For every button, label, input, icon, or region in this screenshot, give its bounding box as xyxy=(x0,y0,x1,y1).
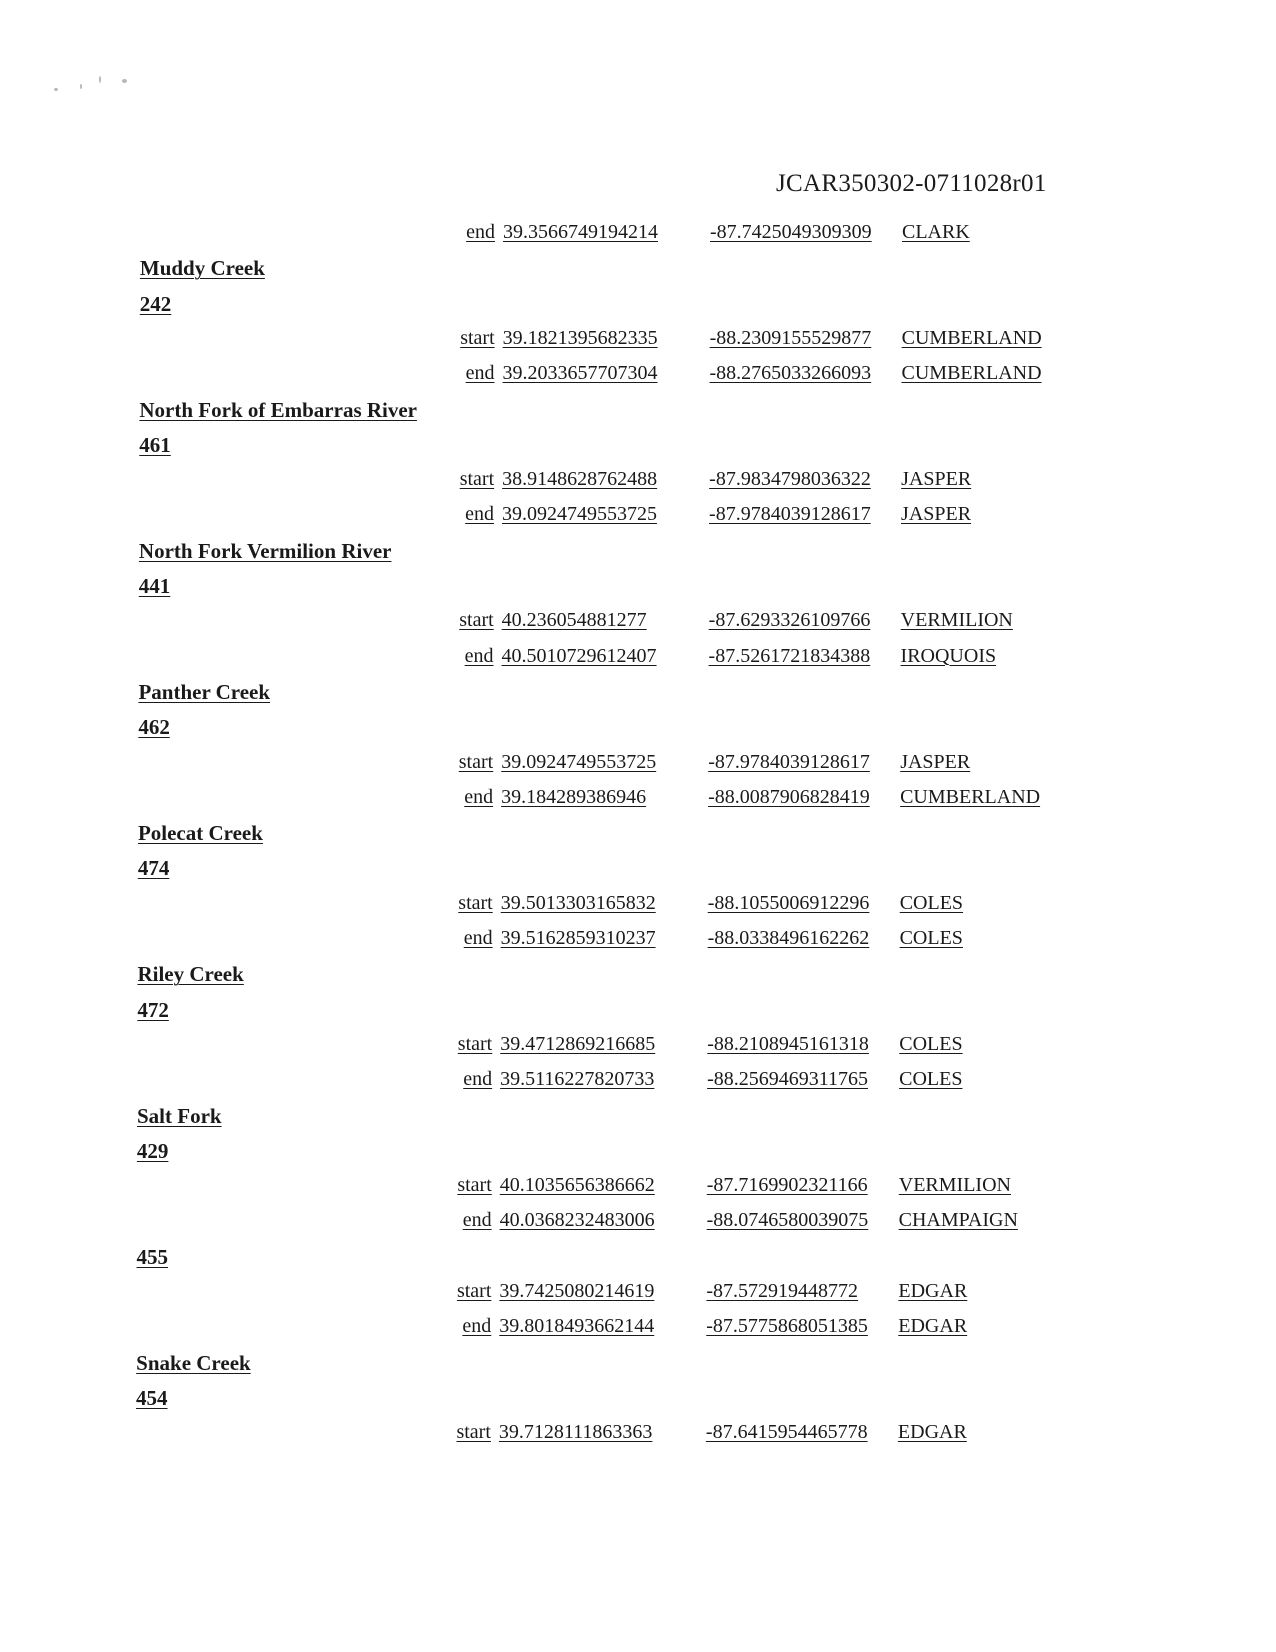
stream-name-row xyxy=(140,256,265,286)
longitude-value: -87.5775868051385 xyxy=(706,1315,868,1338)
latitude-value: 38.9148628762488 xyxy=(502,468,658,491)
segment-code: 242 xyxy=(139,291,172,316)
segment-code: 455 xyxy=(136,1244,169,1269)
segment-code-row xyxy=(137,1139,169,1169)
latitude-value: 40.1035656386662 xyxy=(499,1174,655,1197)
longitude-value: -87.7169902321166 xyxy=(706,1174,868,1197)
latitude-value: 39.8018493662144 xyxy=(499,1315,655,1338)
latitude-value: 39.4712869216685 xyxy=(500,1032,656,1055)
stream-name-row xyxy=(139,398,417,428)
latitude-value: 40.0368232483006 xyxy=(499,1209,655,1232)
point-label: end xyxy=(462,1315,492,1338)
segment-code: 454 xyxy=(136,1385,168,1410)
point-label: start xyxy=(457,1032,493,1055)
county-name: CUMBERLAND xyxy=(900,785,1041,808)
segment-code-row xyxy=(138,715,170,745)
longitude-value: -87.9834798036322 xyxy=(709,468,871,491)
stream-name: North Fork of Embarras River xyxy=(139,397,418,422)
point-label: start xyxy=(458,891,493,914)
stream-name: Snake Creek xyxy=(136,1350,251,1375)
longitude-value: -88.2309155529877 xyxy=(709,326,872,349)
latitude-value: 39.7425080214619 xyxy=(499,1280,655,1302)
latitude-value: 39.0924749553725 xyxy=(502,503,658,526)
latitude-value: 39.1821395682335 xyxy=(502,326,658,349)
scan-speck xyxy=(54,88,58,91)
stream-name-row xyxy=(138,821,263,851)
segment-code: 429 xyxy=(136,1138,169,1163)
stream-name: Polecat Creek xyxy=(137,821,263,846)
longitude-value: -88.0087906828419 xyxy=(708,785,870,808)
latitude-value: 39.5162859310237 xyxy=(500,927,656,949)
county-name: CUMBERLAND xyxy=(901,362,1042,385)
scan-speck xyxy=(122,79,127,83)
county-name: EDGAR xyxy=(898,1280,968,1302)
county-name: VERMILION xyxy=(900,609,1013,632)
latitude-value: 39.7128111863363 xyxy=(498,1421,653,1444)
segment-code-row xyxy=(137,998,169,1028)
county-name: COLES xyxy=(899,927,963,949)
point-label: end xyxy=(462,1209,492,1232)
scan-speck xyxy=(80,84,82,89)
segment-code-row xyxy=(138,856,170,886)
latitude-value: 39.2033657707304 xyxy=(502,362,658,385)
stream-name: Riley Creek xyxy=(137,962,244,987)
latitude-value: 39.5116227820733 xyxy=(500,1068,655,1091)
longitude-value: -88.2569469311765 xyxy=(707,1068,869,1091)
segment-code-row xyxy=(139,433,171,463)
stream-name: North Fork Vermilion River xyxy=(138,538,392,563)
county-name: CLARK xyxy=(902,221,970,243)
longitude-value: -87.7425049309309 xyxy=(710,221,872,243)
county-name: IROQUOIS xyxy=(900,644,997,667)
latitude-value: 39.5013303165832 xyxy=(500,891,656,914)
point-label: end xyxy=(465,503,495,526)
longitude-value: -87.9784039128617 xyxy=(709,503,871,526)
longitude-value: -88.2108945161318 xyxy=(707,1032,869,1055)
county-name: EDGAR xyxy=(898,1315,968,1338)
segment-code-row xyxy=(137,1245,169,1275)
point-label: start xyxy=(457,1174,492,1197)
longitude-value: -87.9784039128617 xyxy=(708,750,870,773)
latitude-value: 39.0924749553725 xyxy=(501,750,657,773)
stream-name: Salt Fork xyxy=(136,1103,222,1128)
segment-code-row xyxy=(136,1386,168,1416)
county-name: JASPER xyxy=(901,468,972,491)
longitude-value: -87.6415954465778 xyxy=(705,1421,868,1444)
point-label: start xyxy=(459,609,494,632)
stream-name-row xyxy=(137,962,243,992)
longitude-value: -88.1055006912296 xyxy=(707,891,870,914)
segment-code: 461 xyxy=(139,432,171,457)
county-name: COLES xyxy=(899,1068,963,1091)
latitude-value: 39.3566749194214 xyxy=(503,221,658,243)
segment-code: 441 xyxy=(138,574,171,598)
longitude-value: -87.572919448772 xyxy=(706,1280,859,1302)
segment-code: 474 xyxy=(137,856,170,881)
latitude-value: 39.184289386946 xyxy=(501,785,647,808)
longitude-value: -88.0746580039075 xyxy=(706,1209,869,1232)
point-label: end xyxy=(463,1068,493,1091)
point-label: start xyxy=(458,750,494,773)
segment-code-row xyxy=(140,292,172,322)
county-name: CHAMPAIGN xyxy=(898,1209,1018,1232)
point-label: start xyxy=(459,468,495,491)
point-label: end xyxy=(465,362,495,385)
stream-name-row xyxy=(136,1351,251,1381)
segment-code: 472 xyxy=(137,997,169,1022)
county-name: VERMILION xyxy=(898,1174,1011,1197)
stream-name-row xyxy=(137,1104,222,1134)
point-label: end xyxy=(466,221,495,243)
segment-code: 462 xyxy=(138,715,170,740)
segment-code-row xyxy=(139,574,171,604)
point-label: end xyxy=(463,927,493,949)
county-name: COLES xyxy=(899,891,964,914)
longitude-value: -88.2765033266093 xyxy=(709,362,872,385)
point-label: end xyxy=(464,785,494,808)
point-label: start xyxy=(456,1280,492,1302)
county-name: EDGAR xyxy=(897,1421,967,1444)
longitude-value: -87.6293326109766 xyxy=(708,609,871,632)
point-label: start xyxy=(456,1421,491,1444)
point-label: start xyxy=(460,326,495,349)
county-name: CUMBERLAND xyxy=(901,326,1042,349)
point-label: end xyxy=(464,644,494,667)
stream-name-row xyxy=(138,680,270,710)
county-name: JASPER xyxy=(900,750,971,773)
stream-name: Muddy Creek xyxy=(139,256,265,281)
latitude-value: 40.5010729612407 xyxy=(501,644,657,667)
stream-name: Panther Creek xyxy=(138,679,271,704)
document-id: JCAR350302-0711028r01 xyxy=(776,170,1047,197)
stream-name-row xyxy=(139,539,392,569)
latitude-value: 40.236054881277 xyxy=(501,609,647,632)
longitude-value: -87.5261721834388 xyxy=(708,644,871,667)
scan-speck xyxy=(99,76,101,83)
longitude-value: -88.0338496162262 xyxy=(707,927,870,949)
county-name: JASPER xyxy=(901,503,972,526)
county-name: COLES xyxy=(899,1032,963,1055)
